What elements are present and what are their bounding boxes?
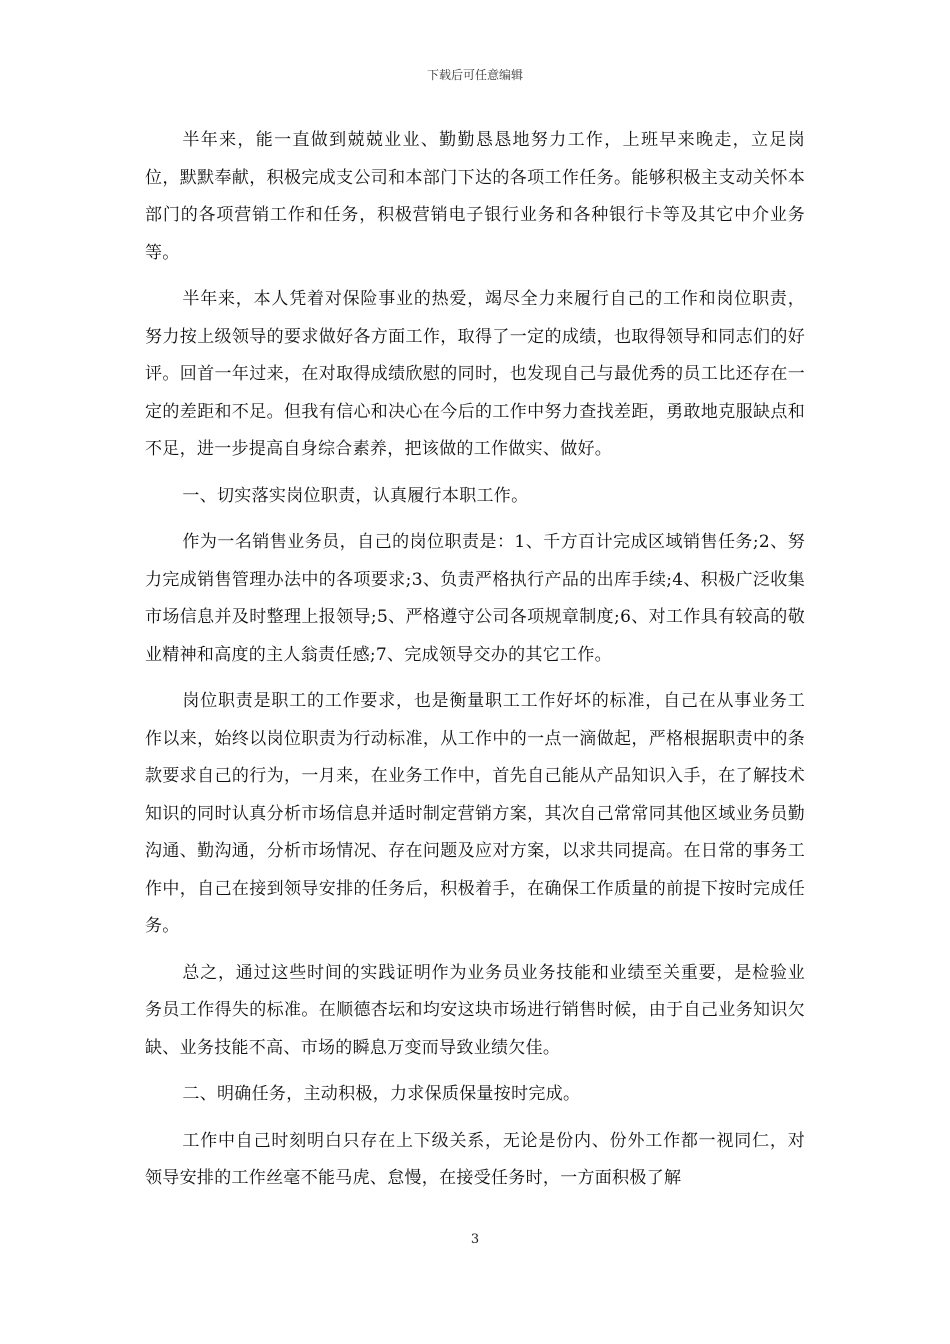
document-body	[145, 122, 805, 1207]
section-heading-1: 一、切实落实岗位职责，认真履行本职工作。	[182, 485, 529, 506]
page-number: 3	[470, 1232, 480, 1247]
page-header: 下载后可任意编辑	[426, 68, 523, 82]
section-heading-2: 二、明确任务，主动积极，力求保质保量按时完成。	[182, 1084, 581, 1104]
paragraph-1: 半年来，能一直做到兢兢业业、勤勤恳恳地努力工作，上班早来晚走，立足岗位，默默奉献，积极完成支公司和本部门下达的各项工作任务。能够积极主支动关怀本部门的各项营销工作和任务，积极营销电子银行业务和各种银行卡等及其它中介业务等。	[145, 130, 805, 263]
paragraph-2: 半年来，本人凭着对保险事业的热爱，竭尽全力来履行自己的工作和岗位职责，努力按上级领导的要求做好各方面工作，取得了一定的成绩，也取得领导和同志们的好评。回首一年过来，在对取得成绩欣慰的同时，也发现自己与最优秀的员工比还存在一定的差距和不足。但我有信心和决心在今后的工作中努力查找差距，勇敢地克服缺点和不足，进一步提高自身综合素养，把该做的工作做实、做好。	[145, 289, 805, 459]
paragraph-3: 作为一名销售业务员，自己的岗位职责是：1、千方百计完成区域销售任务;2、努力完成销售管理办法中的各项要求;3、负责严格执行产品的出库手续;4、积极广泛收集市场信息并及时整理上报领导;5、严格遵守公司各项规章制度;6、对工作具有较高的敬业精神和高度的主人翁责任感;7、完成领导交办的其它工作。	[145, 532, 805, 665]
paragraph-5: 总之，通过这些时间的实践证明作为业务员业务技能和业绩至关重要，是检验业务员工作得失的标准。在顺德杏坛和均安这块市场进行销售时候，由于自己业务知识欠缺、业务技能不高、市场的瞬息万变而导致业绩欠佳。	[145, 962, 805, 1058]
paragraph-6: 工作中自己时刻明白只存在上下级关系，无论是份内、份外工作都一视同仁，对领导安排的工作丝毫不能马虎、怠慢，在接受任务时，一方面积极了解	[145, 1130, 805, 1188]
paragraph-4: 岗位职责是职工的工作要求，也是衡量职工工作好坏的标准，自己在从事业务工作以来，始终以岗位职责为行动标准，从工作中的一点一滴做起，严格根据职责中的条款要求自己的行为，一月来，在业务工作中，首先自己能从产品知识入手，在了解技术知识的同时认真分析市场信息并适时制定营销方案，其次自己常常同其他区域业务员勤沟通、勤沟通，分析市场情况、存在问题及应对方案，以求共同提高。在日常的事务工作中，自己在接到领导安排的任务后，积极着手，在确保工作质量的前提下按时完成任务。	[145, 691, 805, 936]
